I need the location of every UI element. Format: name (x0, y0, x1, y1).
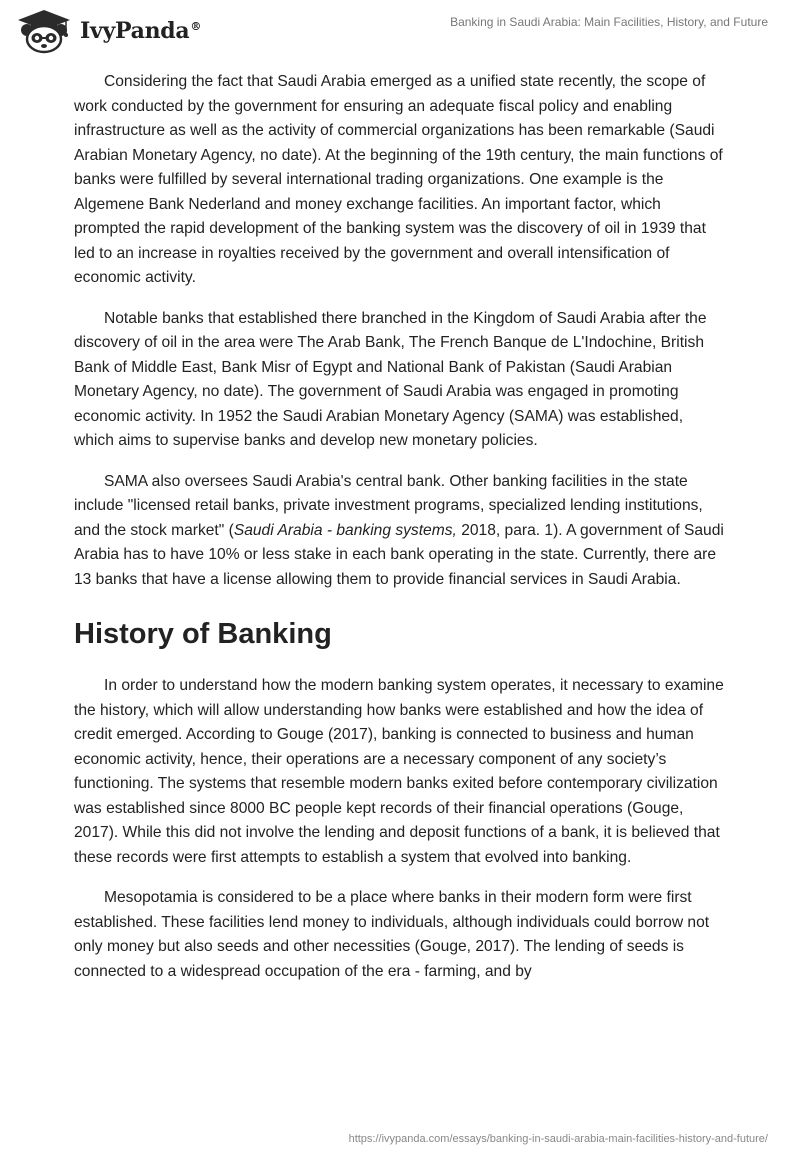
paragraph-5: Mesopotamia is considered to be a place where banks in their modern form were first established. These facilities lend money to individuals, although individuals could borrow not only money but also seeds and other necessities (Gouge, 2017). The lending of seeds is connected to a widespread occupation of the era - farming, and by (74, 889, 710, 980)
document-title: Banking in Saudi Arabia: Main Facilities, History, and Future (450, 15, 768, 29)
paragraph-3: SAMA also oversees Saudi Arabia's central bank. Other banking facilities in the state include "licensed retail banks, private investment programs, specialized lending institutions, and the stock market" (Saudi Arabia - banking systems, 2018, para. 1). A government of Saudi Arabia has to have 10% or less stake in each bank operating in the state. Currently, there are 13 banks that have a license allowing them to provide financial services in Saudi Arabia. (74, 472, 724, 588)
citation-title: Saudi Arabia - banking systems, (233, 521, 457, 539)
paragraph-1: Considering the fact that Saudi Arabia emerged as a unified state recently, the scope of work conducted by the government for ensuring an adequate fiscal policy and enabling infrastructure as well as the activity of commercial organizations has been remarkable (Saudi Arabian Monetary Agency, no date). At the beginning of the 19th century, the main functions of banks were fulfilled by several international trading organizations. One example is the Algemene Bank Nederland and money exchange facilities. An important factor, which prompted the rapid development of the banking system was the discovery of oil in 1939 that led to an increase in royalties received by the government and overall intensification of economic activity. (74, 73, 723, 286)
page-header (0, 0, 800, 62)
source-url[interactable]: https://ivypanda.com/essays/banking-in-saudi-arabia-main-facilities-history-and-future/ (348, 1133, 768, 1145)
panda-graduate-icon (14, 8, 74, 54)
article-body (74, 70, 724, 1000)
paragraph-2: Notable banks that established there branched in the Kingdom of Saudi Arabia after the discovery of oil in the area were The Arab Bank, The French Banque de L'Indochine, British Bank of Middle East, Bank Misr of Egypt and National Bank of Pakistan (Saudi Arabian Monetary Agency, no date). The government of Saudi Arabia was engaged in promoting economic activity. In 1952 the Saudi Arabian Monetary Agency (SAMA) was established, which aims to supervise banks and develop new monetary policies. (74, 309, 707, 449)
ivypanda-logo[interactable] (14, 8, 201, 54)
logo-wordmark: IvyPanda® (80, 18, 202, 44)
section-heading: History of Banking (74, 618, 332, 650)
paragraph-4: In order to understand how the modern banking system operates, it necessary to examine the history, which will allow understanding how banks were established and how the idea of credit emerged. According to Gouge (2017), banking is connected to business and human economic activity, hence, their operations are a necessary component of any society’s functioning. The systems that resemble modern banks exited before contemporary civilization was established since 8000 BC people kept records of their financial operations (Gouge, 2017). While this did not involve the lending and deposit functions of a bank, it is believed that these records were first attempts to establish a system that evolved into banking. (74, 677, 724, 866)
